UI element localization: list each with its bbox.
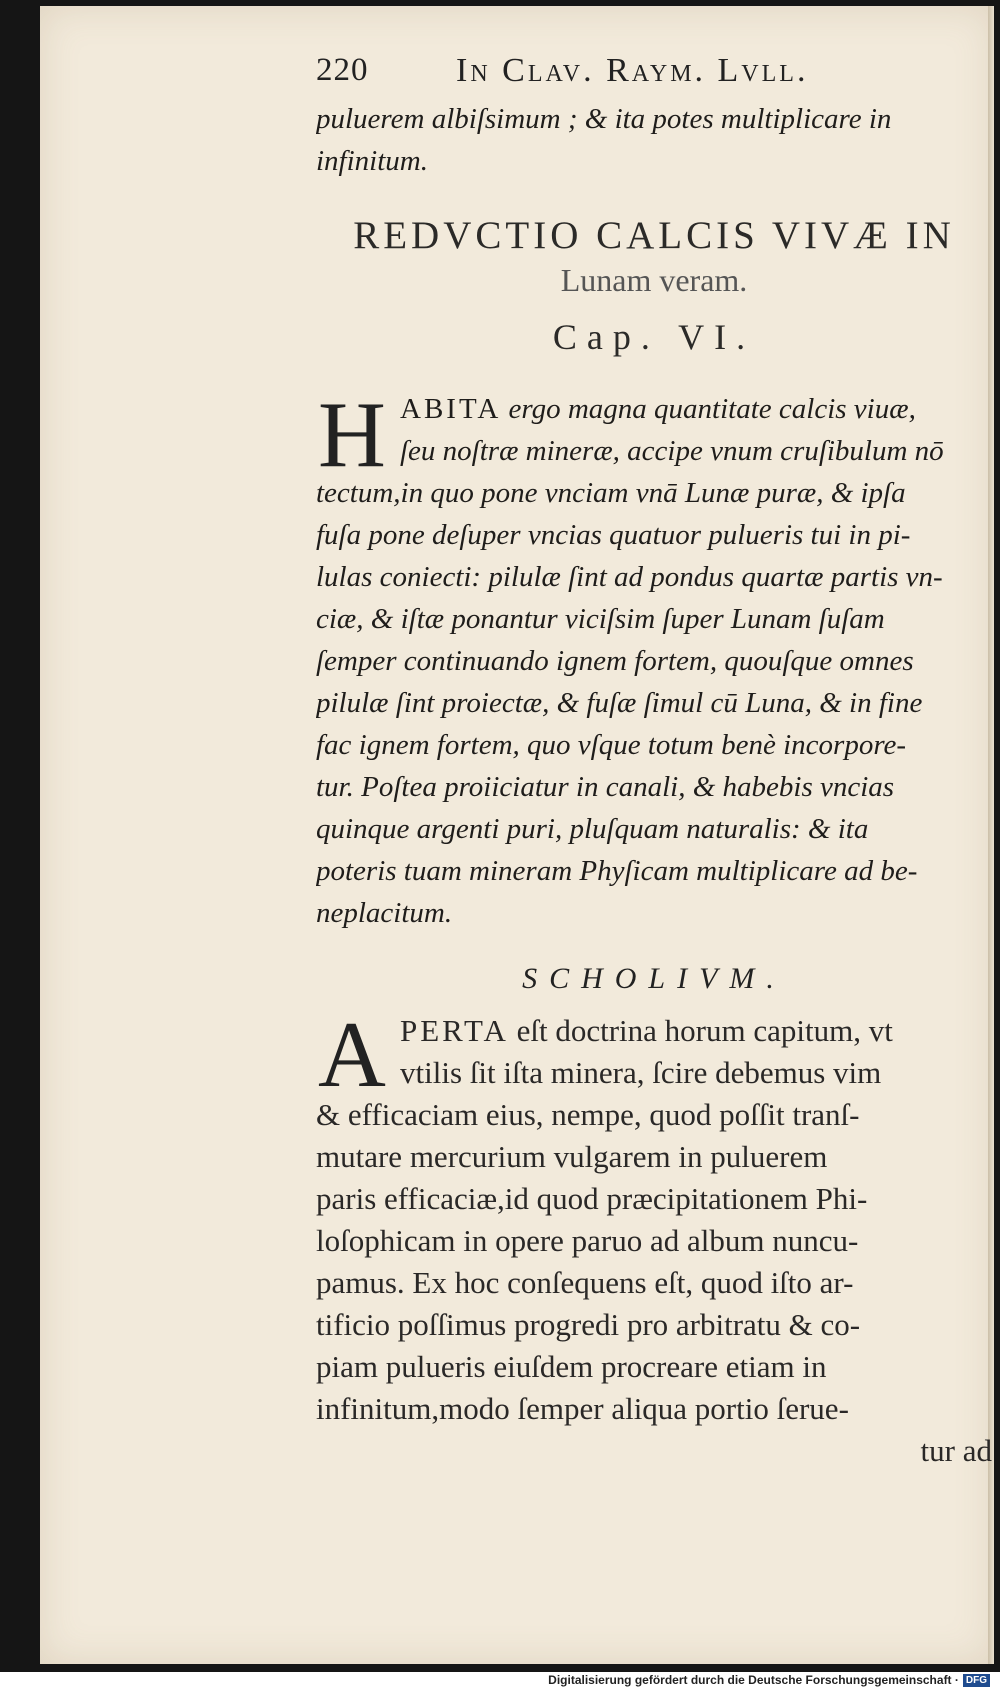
line-continuation: ergo magna quantitate calcis viuæ, bbox=[508, 393, 916, 425]
running-head bbox=[316, 52, 992, 102]
text-line: lulas coniecti: pilulæ ſint ad pondus quartæ partis vn- bbox=[316, 561, 943, 593]
text-line: ſeu noſtræ mineræ, accipe vnum cruſibulum nō bbox=[400, 435, 944, 467]
text-line: pamus. Ex hoc conſequens eſt, quod iſto ar- bbox=[316, 1265, 854, 1300]
heading-subline: Lunam veram. bbox=[560, 262, 748, 298]
text-line: fac ignem fortem, quo vſque totum benè incorpore- bbox=[316, 729, 907, 761]
running-title: In Clav. Raym. Lvll. bbox=[456, 52, 809, 89]
text-line: mutare mercurium vulgarem in puluerem bbox=[316, 1139, 828, 1174]
text-line: paris efficaciæ,id quod præcipitationem Phi- bbox=[316, 1181, 868, 1216]
drop-cap-h: H bbox=[318, 383, 386, 487]
dfg-logo: DFG bbox=[963, 1674, 990, 1687]
chapter-heading bbox=[316, 212, 992, 300]
text-line: infinitum. bbox=[316, 145, 428, 177]
scholium-paragraph bbox=[316, 1003, 992, 1472]
text-line: & efficaciam eius, nempe, quod poſſit tranſ- bbox=[316, 1097, 860, 1132]
text-line: tur. Poſtea proiiciatur in canali, & habebis vncias bbox=[316, 771, 895, 803]
text-line: tificio poſſimus progredi pro arbitratu & co- bbox=[316, 1307, 861, 1342]
drop-cap-a: A bbox=[318, 1003, 386, 1107]
text-line bbox=[316, 388, 992, 430]
line-continuation: eſt doctrina horum capitum, vt bbox=[516, 1013, 893, 1048]
text-line: pilulæ ſint proiectæ, & fuſæ ſimul cū Luna, & in fine bbox=[316, 687, 923, 719]
chapter-number: Cap. VI. bbox=[552, 317, 756, 357]
heading-line: REDVCTIO CALCIS VIVÆ IN bbox=[353, 214, 955, 257]
opening-word-caps: ABITA bbox=[400, 393, 502, 425]
page-number: 220 bbox=[316, 52, 369, 88]
catchword: tur ad bbox=[920, 1433, 992, 1468]
text-line bbox=[316, 1010, 992, 1052]
digitization-footer bbox=[548, 1671, 990, 1689]
funding-credit: Digitalisierung gefördert durch die Deutsche Forschungsgemeinschaft · bbox=[548, 1673, 959, 1687]
previous-paragraph-end bbox=[316, 98, 992, 182]
text-line: infinitum,modo ſemper aliqua portio ſerue- bbox=[316, 1391, 849, 1426]
text-line: vtilis ſit iſta minera, ſcire debemus vim bbox=[400, 1055, 882, 1090]
text-line: fuſa pone deſuper vncias quatuor pulueris tui in pi- bbox=[316, 519, 911, 551]
text-line: tectum,in quo pone vnciam vnā Lunæ puræ, & ipſa bbox=[316, 477, 906, 509]
text-line: piam pulueris eiuſdem procreare etiam in bbox=[316, 1349, 827, 1384]
text-line: quinque argenti puri, pluſquam naturalis: & ita bbox=[316, 813, 869, 845]
text-line: puluerem albiſsimum ; & ita potes multiplicare in bbox=[316, 103, 892, 135]
text-line: loſophicam in opere paruo ad album nuncu- bbox=[316, 1223, 859, 1258]
scholium-title: SCHOLIVM. bbox=[522, 962, 786, 995]
text-line: neplacitum. bbox=[316, 897, 453, 929]
text-line: ciæ, & iſtæ ponantur viciſsim ſuper Lunam ſuſam bbox=[316, 603, 885, 635]
text-line: ſemper continuando ignem fortem, quouſque omnes bbox=[316, 645, 914, 677]
text-line: poteris tuam mineram Phyſicam multiplicare ad be- bbox=[316, 855, 918, 887]
opening-word-caps: PERTA bbox=[400, 1013, 509, 1048]
chapter-paragraph bbox=[316, 383, 992, 934]
